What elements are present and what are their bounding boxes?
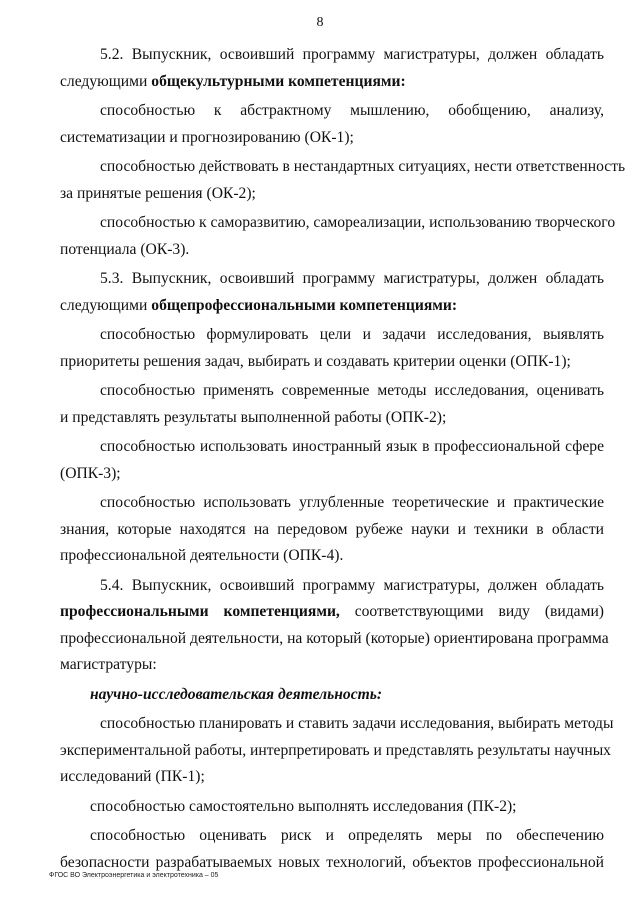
paragraph-5-4 (60, 573, 609, 679)
paragraph-line: способностью планировать и ставить задачи исследования, выбирать методы (100, 715, 614, 732)
competency-ok-2 (60, 154, 626, 207)
competency-opk-4 (60, 490, 604, 570)
competency-ok-1 (60, 98, 604, 151)
paragraph-line: способностью применять современные методы исследования, оценивать (100, 382, 604, 399)
bold-term: общекультурными компетенциями: (151, 72, 406, 90)
paragraph-line: и представлять результаты выполненной работы (ОПК-2); (60, 408, 447, 426)
paragraph-line: способностью использовать иностранный язык в профессиональной сфере (100, 438, 604, 455)
bold-term: общепрофессиональными компетенциями: (151, 296, 458, 314)
paragraph-line (60, 69, 604, 96)
paragraph-line: знания, которые находятся на передовом рубеже науки и техники в области (60, 520, 604, 538)
paragraph-line: способностью самостоятельно выполнять исследования (ПК-2); (90, 797, 517, 815)
paragraph-5-3 (60, 266, 604, 319)
paragraph-line: за принятые решения (ОК-2); (60, 184, 256, 202)
paragraph-line (60, 599, 604, 626)
paragraph-line: систематизации и прогнозированию (ОК-1); (60, 128, 354, 146)
paragraph-5-2 (60, 42, 604, 95)
competency-pk-2 (60, 794, 604, 821)
text-run: следующими (60, 296, 152, 314)
paragraph-line: потенциала (ОК-3). (60, 240, 190, 258)
paragraph-line: 5.4. Выпускник, освоивший программу магистратуры, должен обладать (100, 576, 604, 594)
competency-opk-1 (60, 322, 604, 375)
competency-opk-3 (60, 434, 604, 487)
paragraph-line: способностью оценивать риск и определять меры по обеспечению (90, 827, 604, 844)
text-run: соответствующими виду (видами) (339, 603, 604, 620)
competency-pk-3 (60, 823, 604, 876)
paragraph-line: способностью действовать в нестандартных ситуациях, нести ответственность (100, 158, 626, 175)
paragraph-line: способностью к абстрактному мышлению, обобщению, анализу, (100, 102, 604, 119)
page-footer: ФГОС ВО Электроэнергетика и электротехника – 05 (49, 872, 219, 879)
competency-pk-1 (60, 711, 614, 791)
paragraph-line: 5.2. Выпускник, освоивший программу магистратуры, должен обладать (100, 46, 604, 63)
paragraph-line: магистратуры: (60, 656, 157, 673)
page-number: 8 (316, 15, 324, 30)
document-body (60, 42, 626, 876)
paragraph-line: безопасности разрабатываемых новых технологий, объектов профессиональной (60, 853, 604, 871)
paragraph-line: экспериментальной работы, интерпретировать и представлять результаты научных (60, 741, 611, 759)
paragraph-line: (ОПК-3); (60, 464, 121, 482)
paragraph-line: способностью формулировать цели и задачи исследования, выявлять (100, 326, 604, 343)
bold-term: профессиональными компетенциями, (60, 603, 340, 620)
paragraph-line: приоритеты решения задач, выбирать и создавать критерии оценки (ОПК-1); (60, 352, 571, 370)
paragraph-line: способностью использовать углубленные теоретические и практические (100, 494, 604, 511)
competency-opk-2 (60, 378, 604, 431)
paragraph-line: профессиональной деятельности, на который (которые) ориентирована программа (60, 629, 609, 647)
paragraph-line: исследований (ПК-1); (60, 768, 205, 785)
text-run: следующими (60, 72, 152, 90)
section-heading: научно-исследовательская деятельность: (90, 685, 383, 703)
paragraph-line: профессиональной деятельности (ОПК-4). (60, 547, 344, 564)
paragraph-line: способностью к саморазвитию, самореализации, использованию творческого (100, 214, 616, 231)
competency-ok-3 (60, 210, 616, 263)
paragraph-line: 5.3. Выпускник, освоивший программу магистратуры, должен обладать (100, 270, 604, 287)
paragraph-line (60, 293, 604, 320)
